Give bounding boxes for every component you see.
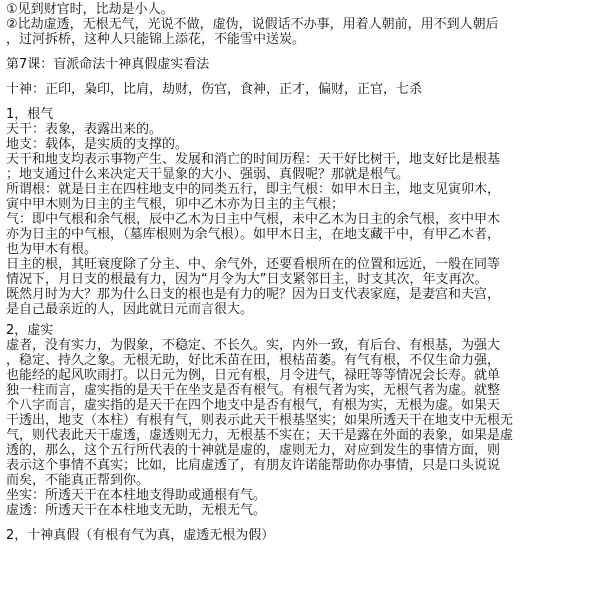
text-line-32: 透的，那么，这个五行所代表的十神就是虚的，虚则无力，对应到发生的事情方面，则 [6, 443, 501, 458]
text-line-13: ；地支通过什么来决定天干显象的大小、强弱、真假呢？那就是根气。 [6, 167, 410, 182]
text-line-10: 天干：表象，表露出来的。 [6, 122, 163, 137]
text-line-21: 既然月时为大？那为什么日支的根也是有力的呢？因为日支代表家庭，是妻宫和夫宫， [6, 287, 501, 302]
text-line-17: 亦为日主的中气根，（墓库根则为余气根）。如甲木日主，在地支藏干中，有甲乙木者， [6, 227, 501, 242]
text-line-35: 坐实：所透天干在本柱地支得助或通根有气。 [6, 488, 267, 503]
text-line-28: 独一柱而言，虚实指的是天干在坐支是否有根气。有根气者为实，无根气者为虚。就整 [6, 383, 501, 398]
text-line-26: ，稳定、持久之象。无根无助，好比禾苗在田，根枯苗萎。有气有根，不仅生命力强， [6, 353, 501, 368]
ten-gods-list: 十神：正印，枭印，比肩，劫财，伤官，食神，正才，偏财，正官，七杀 [6, 82, 423, 97]
text-line-31: 气，则代表此天干虚透，虚透则无力，无根基不实在；天干是露在外面的表象，如果是虚 [6, 428, 514, 443]
section-heading-xu-shi: 2，虚实 [6, 323, 54, 338]
text-line-11: 地支：载体，是实质的支撑的。 [6, 137, 189, 152]
text-line-19: 日主的根，其旺衰度除了分主、中、余气外，还要看根所在的位置和远近，一般在同等 [6, 257, 501, 272]
text-line-34: 而矣，不能真正帮到你。 [6, 473, 150, 488]
text-line-29: 个八字而言，虚实指的是天干在四个地支中是否有根气，有根为实，无根为虚。如果天 [6, 398, 501, 413]
text-line-15: 寅中甲木则为日主的主气根，卯中乙木亦为日主的主气根； [6, 197, 345, 212]
text-line-36: 虚透：所透天干在本柱地支无助，无根无气。 [6, 503, 267, 518]
spacer [6, 97, 594, 107]
spacer [6, 47, 594, 57]
text-line-22: 是自己最亲近的人，因此就日元而言很大。 [6, 302, 254, 317]
text-line-20: 情况下，月日支的根最有力，因为“月令为大”日支紧邻日主，时支其次，年支再次。 [6, 272, 488, 287]
text-line-3: ，过河拆桥，这种人只能锦上添花，不能雪中送炭。 [6, 32, 306, 47]
text-line-33: 表示这个事情不真实；比如，比肩虚透了，有朋友许诺能帮助你办事情，只是口头说说 [6, 458, 501, 473]
text-line-30: 干透出，地支（本柱）有根有气，则表示此天干根基坚实；如果所透天干在地支中无根无 [6, 413, 514, 428]
text-line-16: 气：即中气根和余气根，辰中乙木为日主中气根，未中乙木为日主的余气根，亥中甲木 [6, 212, 501, 227]
spacer [6, 518, 594, 528]
section-heading-ten-gods-true-false: 2，十神真假（有根有气为真，虚透无根为假） [6, 528, 275, 543]
text-line-27: 也能经的起风吹雨打。以日元为例，日元有根，月令进气，禄旺等等情况会长寿。就单 [6, 368, 501, 383]
section-heading-root-qi: 1，根气 [6, 107, 54, 122]
text-line-14: 所谓根：就是日主在四柱地支中的同类五行，即主气根：如甲木日主，地支见寅卯木， [6, 182, 501, 197]
text-line-1: ①见到财官时，比劫是小人。 [6, 2, 174, 17]
text-line-2: ②比劫虚透，无根无气，光说不做，虚伪，说假话不办事，用着人朝前，用不到人朝后 [6, 17, 499, 32]
text-line-12: 天干和地支均表示事物产生、发展和消亡的时间历程：天干好比树干，地支好比是根基 [6, 152, 501, 167]
spacer [6, 72, 594, 82]
text-line-25: 虚者，没有实力，为假象，不稳定、不长久。实，内外一致，有后台、有根基，为强大 [6, 338, 501, 353]
text-line-18: 也为甲木有根。 [6, 242, 98, 257]
lesson-title: 第7课：盲派命法十神真假虚实看法 [6, 57, 210, 72]
